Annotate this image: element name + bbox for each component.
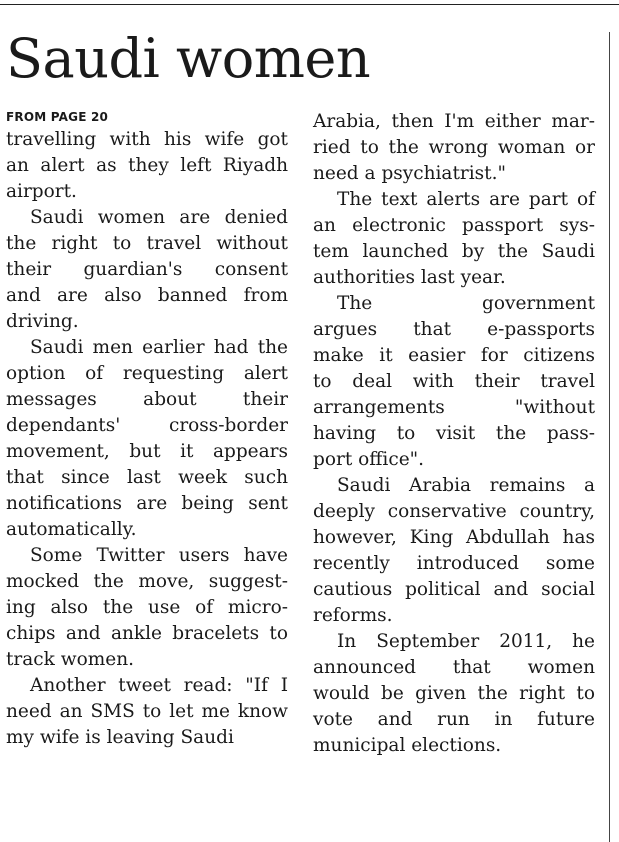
text-line: Arabia, then I'm either mar- — [313, 111, 595, 132]
text-line: The text alerts are part of — [337, 189, 595, 210]
text-line: that since last week such — [6, 467, 288, 488]
top-rule — [0, 4, 619, 5]
text-line: dependants' cross-border — [6, 415, 288, 436]
text-line: mocked the move, suggest- — [6, 571, 288, 592]
paragraph — [6, 205, 289, 335]
right-column — [313, 109, 596, 759]
kicker: FROM PAGE 20 — [6, 110, 109, 124]
text-line: municipal elections. — [313, 735, 502, 756]
paragraph — [313, 473, 596, 629]
text-line: their guardian's consent — [6, 259, 288, 280]
text-line: argues that e-passports — [313, 319, 595, 340]
text-line: Another tweet read: "If I — [30, 675, 288, 696]
text-line: airport. — [6, 181, 77, 202]
text-line: my wife is leaving Saudi — [6, 727, 234, 748]
text-line: cautious political and social — [313, 579, 595, 600]
paragraph — [6, 335, 289, 543]
text-line: ing also the use of micro- — [6, 597, 288, 618]
text-line: however, King Abdullah has — [313, 527, 595, 548]
text-line: Saudi Arabia remains a — [337, 475, 595, 496]
paragraph — [6, 673, 289, 751]
text-line: authorities last year. — [313, 267, 506, 288]
text-line: Saudi women are denied — [30, 207, 288, 228]
text-line: messages about their — [6, 389, 288, 410]
text-line: track women. — [6, 649, 135, 670]
text-line: an electronic passport sys- — [313, 215, 595, 236]
text-line: option of requesting alert — [6, 363, 288, 384]
paragraph — [6, 543, 289, 673]
paragraph — [313, 109, 596, 187]
text-line: movement, but it appears — [6, 441, 288, 462]
text-line: automatically. — [6, 519, 137, 540]
paragraph — [313, 187, 596, 291]
text-line: In September 2011, he — [337, 631, 595, 652]
text-line: port office". — [313, 449, 425, 470]
paragraph — [313, 629, 596, 759]
text-line: and are also banned from — [6, 285, 288, 306]
text-line: tem launched by the Saudi — [313, 241, 595, 262]
text-line: Saudi men earlier had the — [30, 337, 288, 358]
column-rule — [609, 32, 610, 842]
text-line: reforms. — [313, 605, 393, 626]
text-line: need an SMS to let me know — [6, 701, 288, 722]
text-line: to deal with their travel — [313, 371, 595, 392]
text-line: deeply conservative country, — [313, 501, 595, 522]
text-line: arrangements "without — [313, 397, 595, 418]
text-line: The government — [337, 293, 595, 314]
text-line: vote and run in future — [313, 709, 595, 730]
text-line: need a psychiatrist." — [313, 163, 506, 184]
right-paragraphs — [313, 109, 596, 759]
text-line: the right to travel without — [6, 233, 288, 254]
left-column — [6, 109, 289, 751]
text-line: travelling with his wife got — [6, 129, 288, 150]
text-line: recently introduced some — [313, 553, 595, 574]
paragraph — [6, 127, 289, 205]
text-line: driving. — [6, 311, 79, 332]
left-paragraphs — [6, 127, 289, 751]
headline: Saudi women — [6, 27, 371, 90]
text-line: chips and ankle bracelets to — [6, 623, 288, 644]
paragraph — [313, 291, 596, 473]
text-line: having to visit the pass- — [313, 423, 595, 444]
text-line: ried to the wrong woman or — [313, 137, 595, 158]
text-line: announced that women — [313, 657, 595, 678]
text-line: Some Twitter users have — [30, 545, 288, 566]
text-line: would be given the right to — [313, 683, 595, 704]
text-line: notifications are being sent — [6, 493, 288, 514]
text-line: an alert as they left Riyadh — [6, 155, 288, 176]
text-line: make it easier for citizens — [313, 345, 595, 366]
